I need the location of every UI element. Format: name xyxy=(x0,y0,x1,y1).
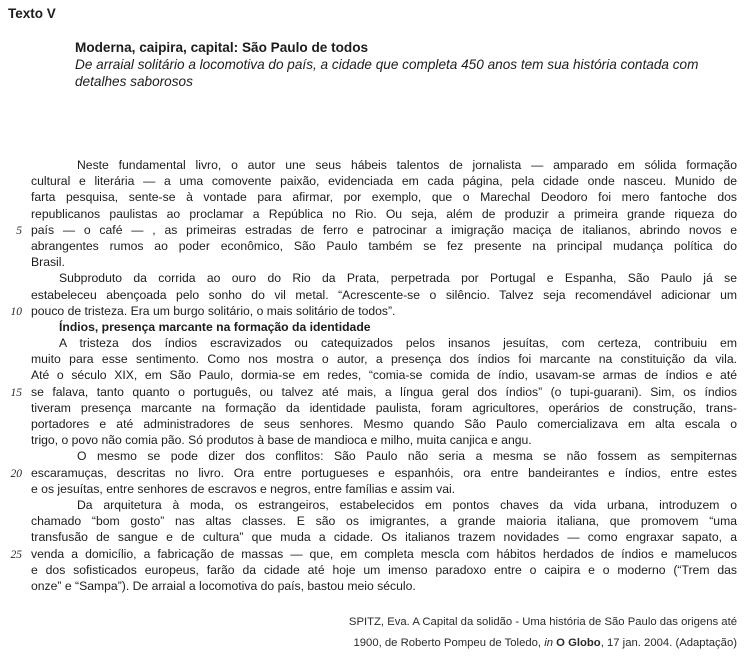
text-line-row xyxy=(0,562,752,578)
text-line: Neste fundamental livro, o autor une seus hábeis talentos de jornalista — amparado em sólida formação xyxy=(77,158,737,172)
article-body xyxy=(0,157,752,594)
line-number: 25 xyxy=(10,548,22,561)
text-line: portadores e até administradores de seus senhores. Mesmo quando São Paulo comercializava em alta escala o xyxy=(31,417,737,431)
text-line-row xyxy=(0,416,752,432)
citation-text-segment: O Globo xyxy=(556,637,601,649)
line-number: 5 xyxy=(16,224,22,237)
text-line-row xyxy=(0,465,752,481)
text-line: transfusão de sangue e de cultura” que muda a cidade. Os italianos trazem novidades — como engraxar sapato, a xyxy=(31,530,737,545)
text-line-row xyxy=(0,367,752,383)
text-line-row xyxy=(0,157,752,173)
text-line: chamado “bom gosto” nas altas classes. E são os imigrantes, a grande maioria italiana, que promovem “uma xyxy=(31,514,737,529)
text-line-row xyxy=(0,319,752,335)
text-line-row xyxy=(0,287,752,303)
text-line-row xyxy=(0,529,752,545)
citation-line-2 xyxy=(307,633,737,654)
text-line-row xyxy=(0,254,752,270)
text-line: republicanos paulistas ao proclamar a República no Rio. Ou seja, além de produzir a primeira grande riqueza do xyxy=(31,206,737,221)
text-line: muito para esse sentimento. Como nos mostra o autor, a presença dos índios foi marcante na constituição da vila. xyxy=(31,352,737,367)
text-line-row xyxy=(0,206,752,222)
article-header xyxy=(75,39,741,90)
text-line-row xyxy=(0,400,752,416)
text-line-row xyxy=(0,270,752,286)
text-line-row xyxy=(0,448,752,464)
text-line: pouco de tristeza. Era um burgo solitário, o mais solitário de todos”. xyxy=(31,303,396,318)
text-line: Brasil. xyxy=(31,255,65,270)
line-number: 10 xyxy=(10,305,22,318)
text-line: venda a domicílio, a fabricação de massas — que, em completa mescla com hábitos herdados de índios e mamelucos xyxy=(31,546,737,561)
text-line-row xyxy=(0,222,752,238)
text-line-row xyxy=(0,335,752,351)
citation-text-segment: 1900, de Roberto Pompeu de Toledo, xyxy=(353,637,545,649)
text-line-row xyxy=(0,546,752,562)
text-line: abrangentes rumos ao poder econômico, São Paulo também se fez presente na principal mudança política do xyxy=(31,238,737,253)
text-line: Subproduto da corrida ao ouro do Rio da Prata, perpetrada por Portugal e Espanha, São Paulo já se xyxy=(59,271,737,286)
text-line: Da arquitetura à moda, os estrangeiros, estabelecidos em pontos chaves da vida urbana, introduzem o xyxy=(77,497,737,512)
line-number: 20 xyxy=(10,467,22,480)
article-subtitle-line-1: De arraial solitário a locomotiva do país, a cidade que completa 450 anos tem sua história contada com xyxy=(75,57,699,72)
text-line-row xyxy=(0,481,752,497)
text-line-row xyxy=(0,497,752,513)
text-line: tiveram presença marcante na formação da identidade paulista, foram agricultores, operários de construção, trans- xyxy=(31,400,737,415)
text-line-row xyxy=(0,513,752,529)
text-line: e dos sofisticados europeus, farão da cidade até hoje um imenso paradoxo entre o caipira e o moderno (“Trem das xyxy=(31,562,737,577)
section-heading: Índios, presença marcante na formação da identidade xyxy=(59,319,371,334)
text-line: escaramuças, descritas no livro. Ora entre portugueses e espanhóis, ora entre bandeirantes e índios, entre estes xyxy=(31,465,737,480)
text-line: e os jesuítas, entre senhores de escravos e negros, entre famílias e assim vai. xyxy=(31,481,456,496)
text-line: país — o café — , as primeiras estradas de ferro e patrocinar a imigração maciça de italianos, abrindo novos e xyxy=(31,222,737,237)
text-line: trigo, o povo não comia pão. Só produtos à base de mandioca e milho, muita canjica e angu. xyxy=(31,433,532,448)
text-line: se falava, tanto quanto o português, ou talvez até mais, a língua geral dos índios” (o tupi-guarani). Sim, os índios xyxy=(31,384,737,399)
text-line-row xyxy=(0,238,752,254)
text-line-row xyxy=(0,173,752,189)
text-line: onze” e “Sampa”). De arraial a locomotiva do país, bastou meio século. xyxy=(31,578,416,593)
text-line-row xyxy=(0,351,752,367)
document-label: Texto V xyxy=(8,6,56,21)
text-line: A tristeza dos índios escravizados ou catequizados pelos insanos jesuítas, com certeza, contribuiu em xyxy=(59,336,737,351)
citation-line-1: SPITZ, Eva. A Capital da solidão - Uma história de São Paulo das origens até xyxy=(348,616,737,628)
citation-text-segment: in xyxy=(544,637,557,649)
line-number: 15 xyxy=(10,386,22,399)
text-line-row xyxy=(0,189,752,205)
citation-text-segment: , 17 jan. 2004. (Adaptação) xyxy=(600,637,737,649)
text-line: cultural e literária — a uma comovente paixão, evidenciada em cada página, pela cidade onde nasceu. Munido de xyxy=(31,174,737,189)
text-line: farta pesquisa, sente-se à vontade para afirmar, por exemplo, que o Marechal Deodoro foi mero fantoche dos xyxy=(31,190,737,205)
article-subtitle-line-2: detalhes saborosos xyxy=(75,74,193,89)
text-line: Até o século XIX, em São Paulo, dormia-se em redes, “comia-se comida de índio, usavam-se armas de índios e até xyxy=(31,368,737,383)
text-line-row xyxy=(0,432,752,448)
text-line-row xyxy=(0,384,752,400)
text-line-row xyxy=(0,303,752,319)
text-line: O mesmo se pode dizer dos conflitos: São Paulo não seria a mesma se não fossem as sempiternas xyxy=(77,449,737,464)
article-title: Moderna, caipira, capital: São Paulo de todos xyxy=(75,40,369,55)
source-citation xyxy=(307,612,737,654)
text-line: estabeleceu abençoada pelo sonho do vil metal. “Acrescente-se o silêncio. Talvez seja recomendável adicionar um xyxy=(31,287,737,302)
text-line-row xyxy=(0,578,752,594)
